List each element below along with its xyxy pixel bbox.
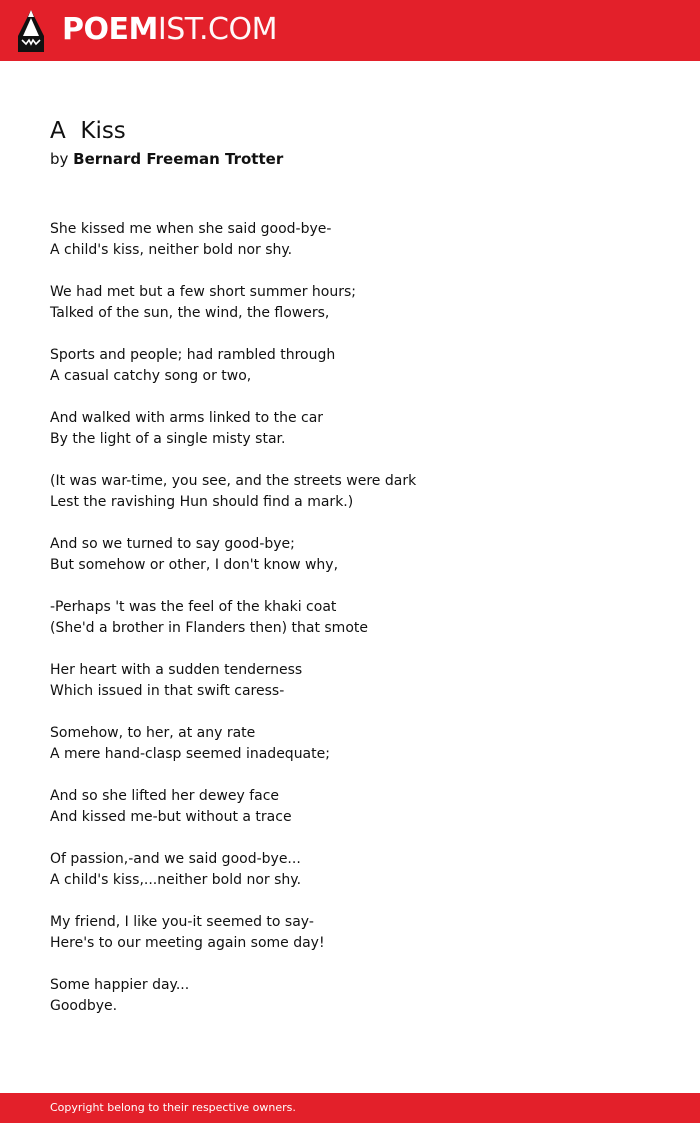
- poem-line: Her heart with a sudden tenderness: [50, 662, 303, 678]
- poem-line: And so we turned to say good-bye;: [50, 536, 295, 552]
- byline: [50, 150, 283, 168]
- stanza: [50, 345, 670, 387]
- poem-line: But somehow or other, I don't know why,: [50, 557, 339, 573]
- stanza: [50, 786, 670, 828]
- poem-line: A child's kiss, neither bold nor shy.: [50, 242, 293, 258]
- poem-line: (She'd a brother in Flanders then) that smote: [50, 620, 368, 636]
- poem-line: Which issued in that swift caress-: [50, 683, 285, 699]
- stanza: [50, 534, 670, 576]
- copyright-text: Copyright belong to their respective owners.: [50, 1101, 296, 1114]
- poem-body: [50, 219, 670, 1038]
- poem-line: Lest the ravishing Hun should find a mark.): [50, 494, 354, 510]
- site-header: [0, 0, 700, 61]
- poem-line: Some happier day...: [50, 977, 190, 993]
- stanza: [50, 219, 670, 261]
- poem-line: By the light of a single misty star.: [50, 431, 286, 447]
- stanza: [50, 597, 670, 639]
- stanza: [50, 723, 670, 765]
- poem-line: A child's kiss,...neither bold nor shy.: [50, 872, 302, 888]
- stanza: [50, 849, 670, 891]
- poem-line: A mere hand-clasp seemed inadequate;: [50, 746, 330, 762]
- poem-line: My friend, I like you-it seemed to say-: [50, 914, 314, 930]
- stanza: [50, 975, 670, 1017]
- poem-line: A casual catchy song or two,: [50, 368, 252, 384]
- pencil-tip-icon[interactable]: [18, 10, 44, 52]
- poem-line: And so she lifted her dewey face: [50, 788, 280, 804]
- brand-bold: POEM: [62, 12, 158, 47]
- poem-line: We had met but a few short summer hours;: [50, 284, 357, 300]
- poem-author: Bernard Freeman Trotter: [73, 150, 284, 168]
- by-label: by: [50, 150, 74, 168]
- site-logo-text[interactable]: [62, 13, 277, 47]
- site-footer: [0, 1093, 700, 1123]
- poem-line: Of passion,-and we said good-bye...: [50, 851, 301, 867]
- poem-line: Sports and people; had rambled through: [50, 347, 336, 363]
- poem-line: She kissed me when she said good-bye-: [50, 221, 332, 237]
- poem-title: A Kiss: [50, 118, 126, 144]
- brand-light: IST.COM: [157, 12, 277, 47]
- poem-line: And walked with arms linked to the car: [50, 410, 324, 426]
- stanza: [50, 282, 670, 324]
- stanza: [50, 912, 670, 954]
- poem-line: And kissed me-but without a trace: [50, 809, 292, 825]
- poem-line: Here's to our meeting again some day!: [50, 935, 325, 951]
- poem-line: -Perhaps 't was the feel of the khaki coat: [50, 599, 337, 615]
- stanza: [50, 660, 670, 702]
- poem-line: Talked of the sun, the wind, the flowers,: [50, 305, 330, 321]
- stanza: [50, 471, 670, 513]
- poem-line: Goodbye.: [50, 998, 118, 1014]
- poem-line: Somehow, to her, at any rate: [50, 725, 256, 741]
- poem-line: (It was war-time, you see, and the streets were dark: [50, 473, 417, 489]
- stanza: [50, 408, 670, 450]
